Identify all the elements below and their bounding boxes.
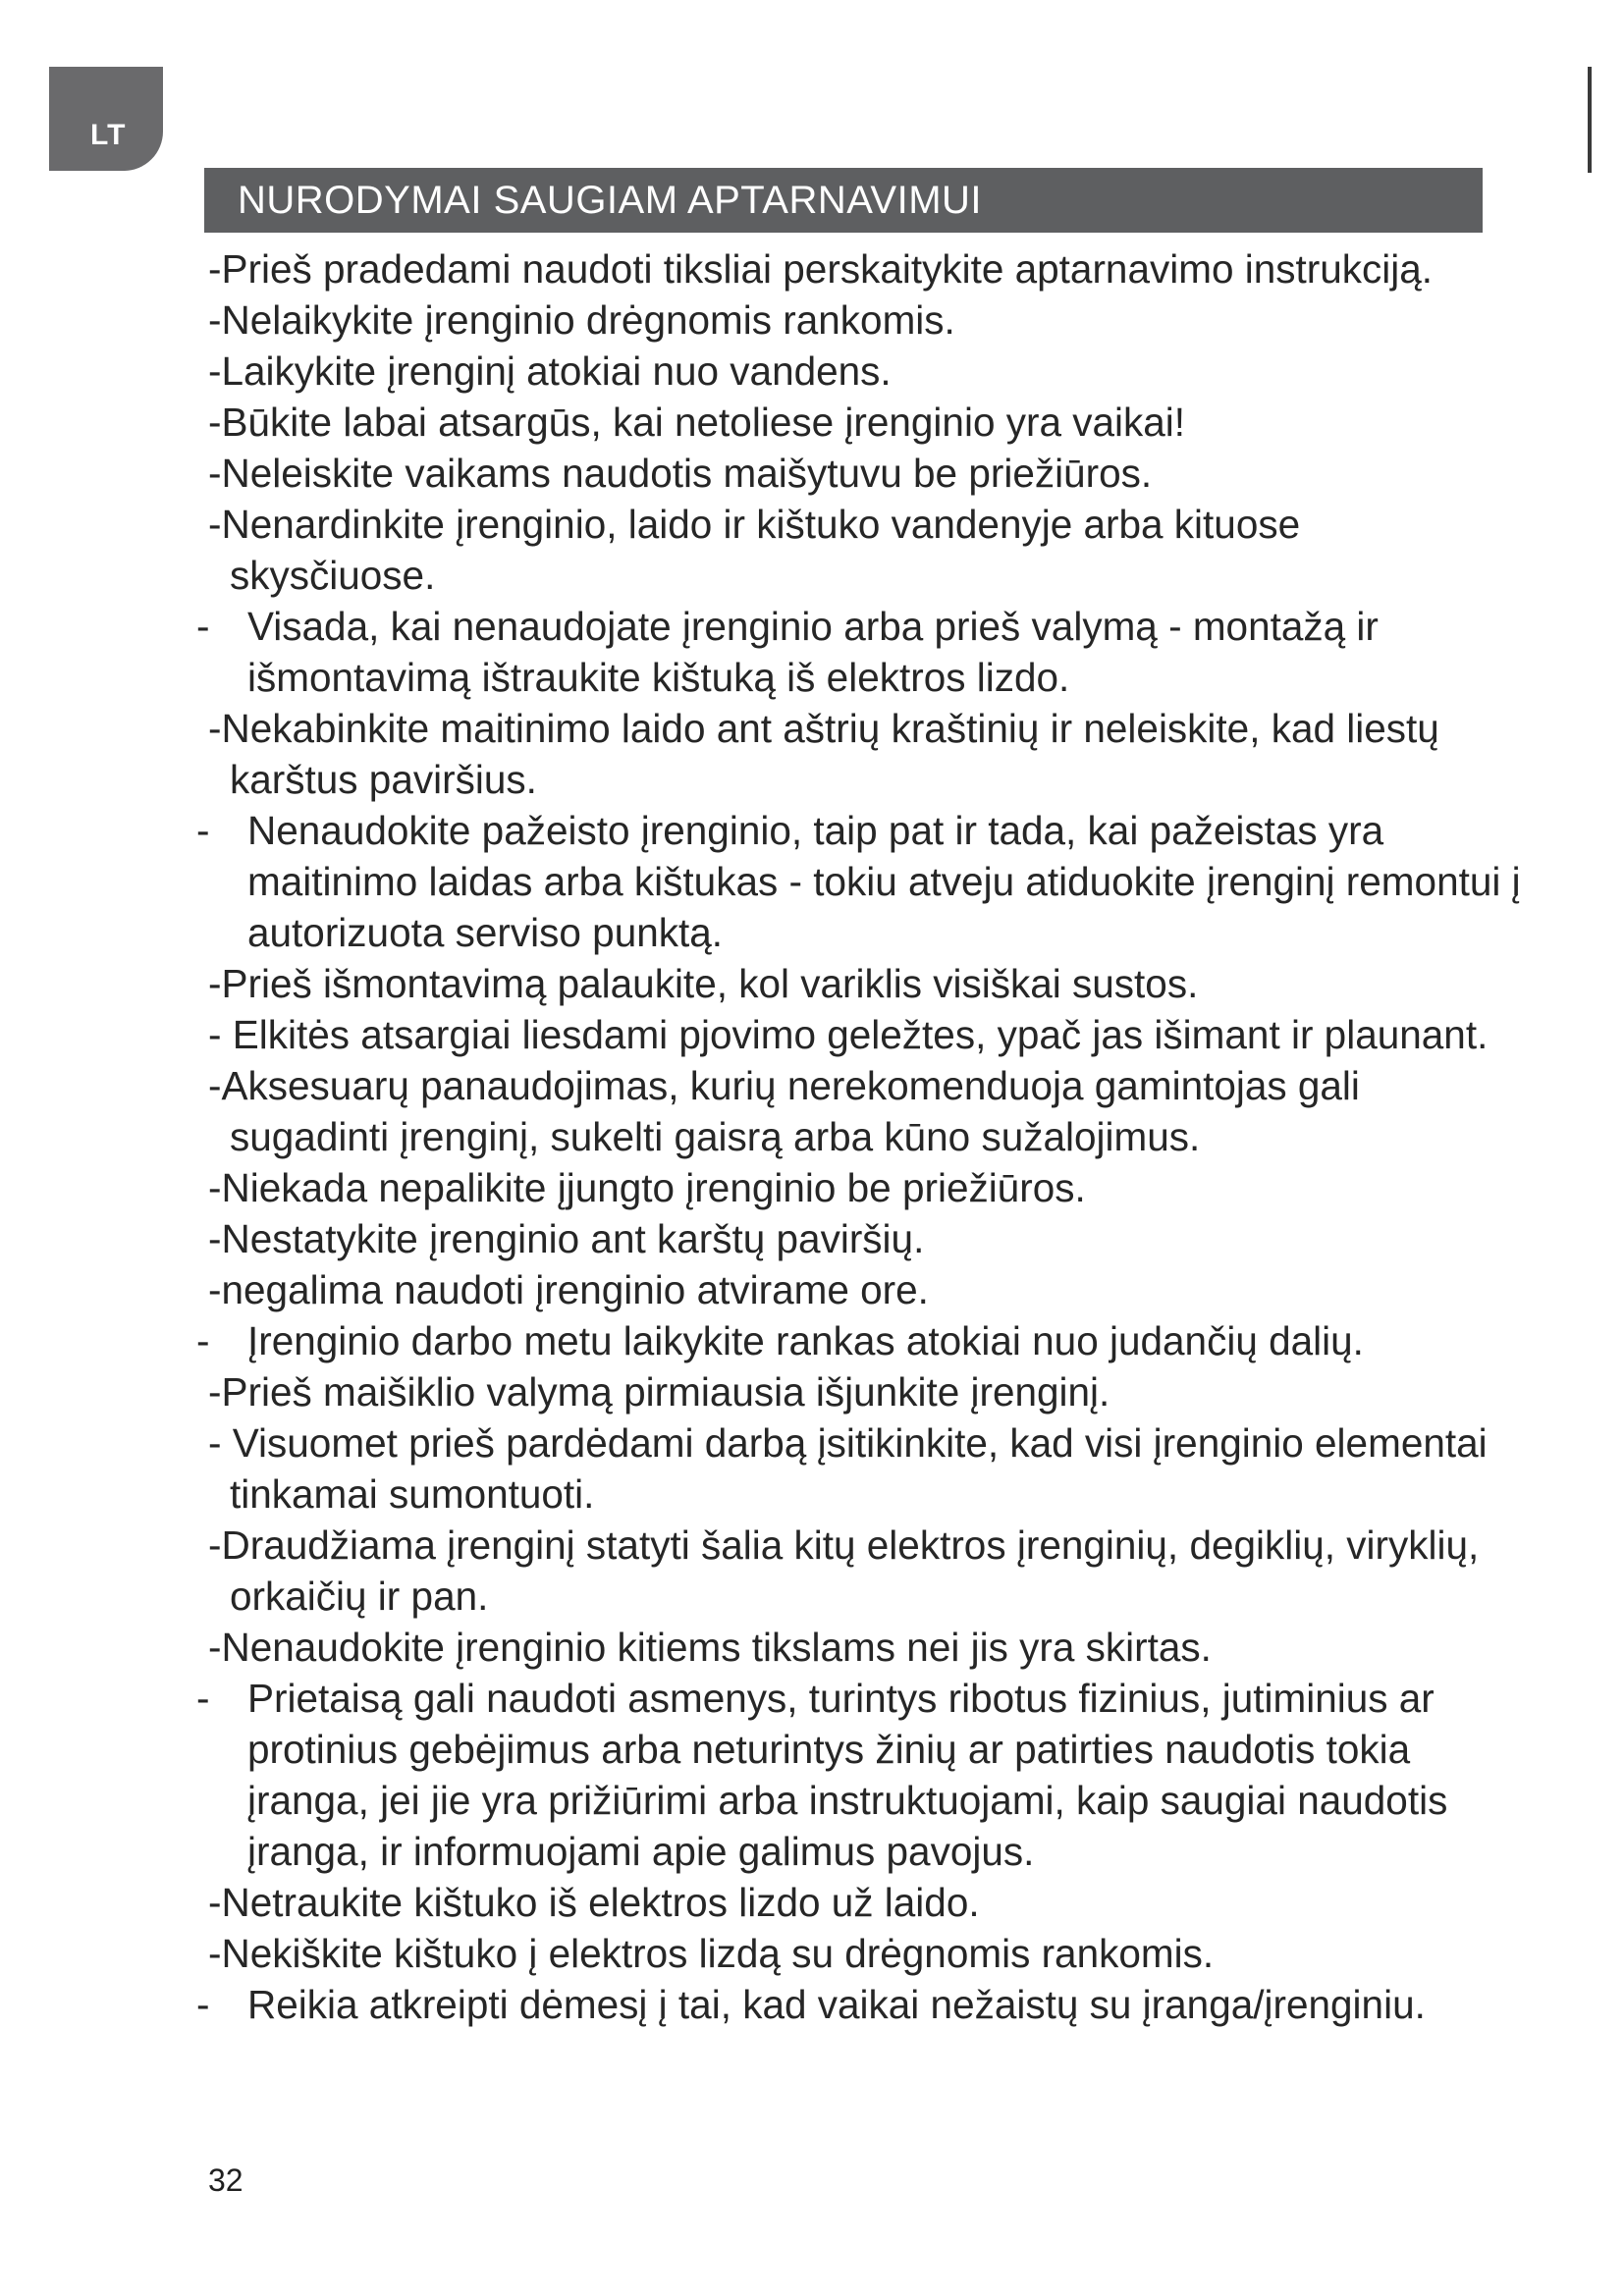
instruction-text: - Prieš maišiklio valymą pirmiausia išjunkite įrenginį. [196,1366,1511,1417]
instruction-text: Prietaisą gali naudoti asmenys, turintys ribotus fizinius, jutiminius ar protinius gebėjimus arba neturintys žinių ar patirties naudotis tokia įranga, jei jie yra prižiūrimi arba instruktuojami, kaip saugiai naudotis įranga, ir informuojami apie galimus pavojus. [247,1676,1448,1874]
instruction-text: - Visuomet prieš pardėdami darbą įsitikinkite, kad visi įrenginio elementai tinkamai sumontuoti. [196,1417,1511,1520]
instruction-item [196,1009,1571,1060]
instruction-item [196,703,1571,805]
instruction-item [196,448,1571,499]
instruction-text: - Prieš pradedami naudoti tiksliai perskaitykite aptarnavimo instrukciją. [196,243,1511,294]
instruction-item [196,294,1571,346]
instruction-text: - Nenardinkite įrenginio, laido ir kištuko vandenyje arba kituose skysčiuose. [196,499,1511,601]
instruction-item [196,1417,1571,1520]
instruction-text: - Būkite labai atsargūs, kai netoliese įrenginio yra vaikai! [196,397,1511,448]
safety-instructions-list [196,243,1571,2030]
dash-marker: - [196,808,210,853]
instruction-text: - Laikykite įrenginį atokiai nuo vandens. [196,346,1511,397]
instruction-text: - Nekiškite kištuko į elektros lizdą su drėgnomis rankomis. [196,1928,1511,1979]
instruction-item [196,1060,1571,1162]
section-title: NURODYMAI SAUGIAM APTARNAVIMUI [238,178,983,222]
instruction-text: - Draudžiama įrenginį statyti šalia kitų elektros įrenginių, degiklių, viryklių, orkaičių ir pan. [196,1520,1511,1622]
instruction-item [196,1622,1571,1673]
page-edge-line [1588,67,1592,173]
instruction-text: Nenaudokite pažeisto įrenginio, taip pat ir tada, kai pažeistas yra maitinimo laidas arba kištukas - tokiu atveju atiduokite įrenginį remontui į autorizuota serviso punktą. [247,808,1521,955]
instruction-item [196,346,1571,397]
instruction-text: - negalima naudoti įrenginio atvirame ore. [196,1264,1511,1315]
instruction-item [196,243,1571,294]
instruction-text: - Niekada nepalikite įjungto įrenginio be priežiūros. [196,1162,1511,1213]
page-number: 32 [208,2163,244,2198]
instruction-text: - Prieš išmontavimą palaukite, kol variklis visiškai sustos. [196,958,1511,1009]
dash-marker: - [196,1982,210,2027]
instruction-item [196,958,1571,1009]
instruction-text: - Nelaikykite įrenginio drėgnomis rankomis. [196,294,1511,346]
instruction-item [196,1673,1571,1877]
instruction-text: - Elkitės atsargiai liesdami pjovimo geležtes, ypač jas išimant ir plaunant. [196,1009,1511,1060]
instruction-item [196,397,1571,448]
dash-marker: - [196,1676,210,1721]
instruction-item [196,1979,1571,2030]
instruction-item [196,1213,1571,1264]
instruction-text: - Netraukite kištuko iš elektros lizdo už laido. [196,1877,1511,1928]
instruction-text: - Neleiskite vaikams naudotis maišytuvu be priežiūros. [196,448,1511,499]
language-tab [49,67,163,171]
dash-marker: - [196,1318,210,1363]
dash-marker: - [196,604,210,649]
instruction-item [196,601,1571,703]
instruction-text: Reikia atkreipti dėmesį į tai, kad vaikai nežaistų su įranga/įrenginiu. [247,1982,1426,2027]
instruction-item [196,1520,1571,1622]
instruction-text: - Aksesuarų panaudojimas, kurių nerekomenduoja gamintojas gali sugadinti įrenginį, sukelti gaisrą arba kūno sužalojimus. [196,1060,1511,1162]
instruction-text: Įrenginio darbo metu laikykite rankas atokiai nuo judančių dalių. [247,1318,1364,1363]
instruction-text: - Nenaudokite įrenginio kitiems tikslams nei jis yra skirtas. [196,1622,1511,1673]
language-tab-label: LT [90,119,127,151]
instruction-item [196,1877,1571,1928]
instruction-item [196,1162,1571,1213]
instruction-item [196,1264,1571,1315]
instruction-item [196,1315,1571,1366]
instruction-item [196,499,1571,601]
instruction-item [196,1366,1571,1417]
instruction-item [196,1928,1571,1979]
instruction-text: - Nekabinkite maitinimo laido ant aštrių kraštinių ir neleiskite, kad liestų karštus paviršius. [196,703,1511,805]
instruction-text: Visada, kai nenaudojate įrenginio arba prieš valymą - montažą ir išmontavimą ištraukite kištuką iš elektros lizdo. [247,604,1379,700]
section-header [204,168,1483,233]
instruction-item [196,805,1571,958]
instruction-text: - Nestatykite įrenginio ant karštų paviršių. [196,1213,1511,1264]
